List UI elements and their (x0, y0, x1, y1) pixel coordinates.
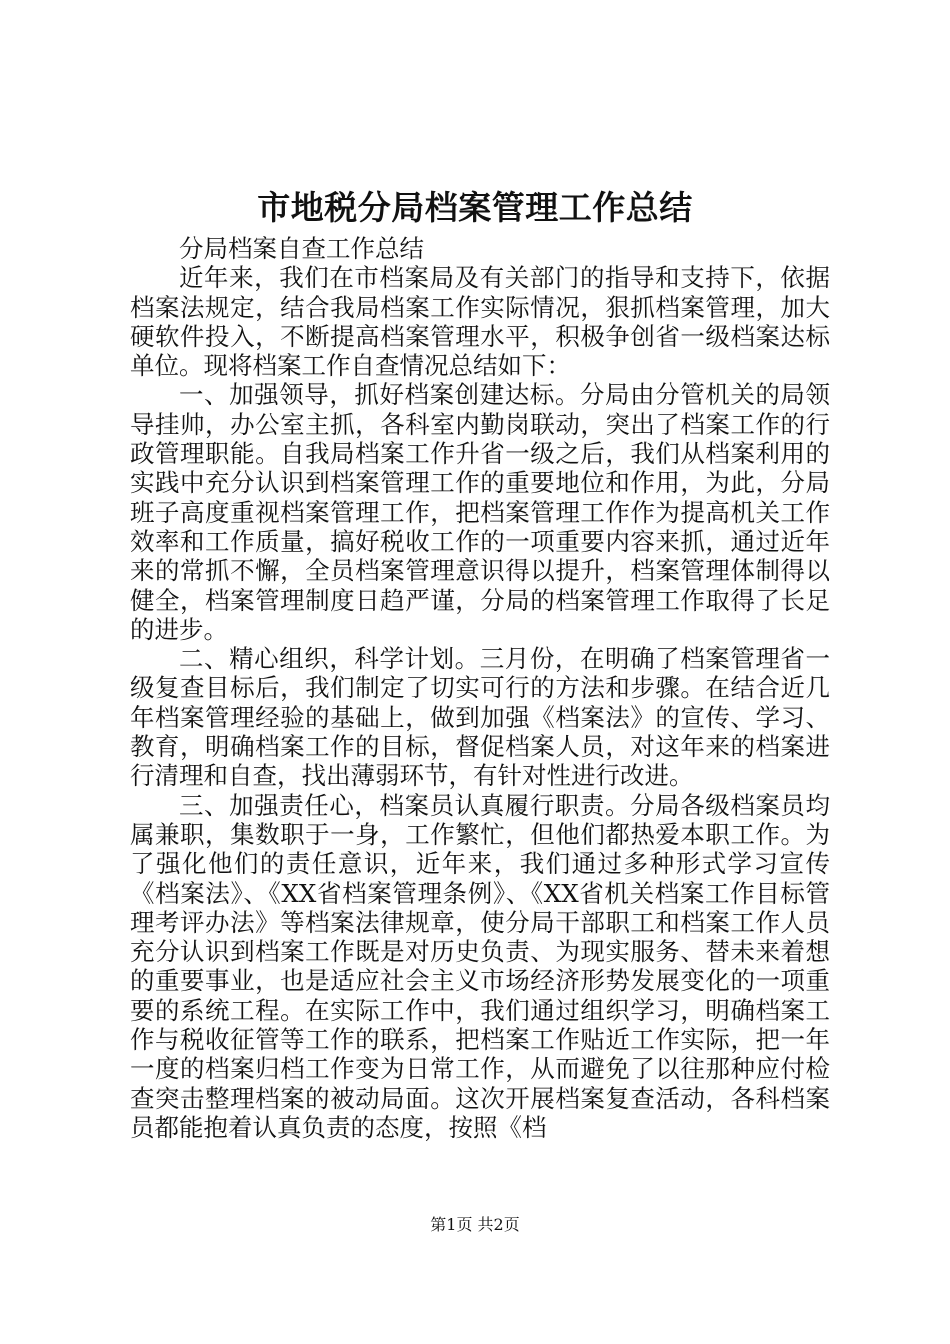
paragraph-subtitle: 分局档案自查工作总结 (179, 234, 424, 263)
document-body (130, 234, 830, 1142)
document-title: 市地税分局档案管理工作总结 (257, 188, 693, 227)
paragraph-section-1: 一、加强领导，抓好档案创建达标。分局由分管机关的局领导挂帅，办公室主抓，各科室内勤岗联动，突出了档案工作的行政管理职能。自我局档案工作升省一级之后，我们从档案利用的实践中充分认识到档案管理工作的重要地位和作用，为此，分局班子高度重视档案管理工作，把档案管理工作作为提高机关工作效率和工作质量，搞好税收工作的一项重要内容来抓，通过近年来的常抓不懈，全员档案管理意识得以提升，档案管理体制得以健全，档案管理制度日趋严谨，分局的档案管理工作取得了长足的进步。 (130, 380, 830, 644)
paragraph-section-2: 二、精心组织，科学计划。三月份，在明确了档案管理省一级复查目标后，我们制定了切实可行的方法和步骤。在结合近几年档案管理经验的基础上，做到加强《档案法》的宣传、学习、教育，明确档案工作的目标，督促档案人员，对这年来的档案进行清理和自查，找出薄弱环节，有针对性进行改进。 (130, 644, 830, 791)
paragraph-intro: 近年来，我们在市档案局及有关部门的指导和支持下，依据档案法规定，结合我局档案工作实际情况，狠抓档案管理，加大硬软件投入，不断提高档案管理水平，积极争创省一级档案达标单位。现将档案工作自查情况总结如下： (130, 263, 830, 381)
page-number-footer: 第1页 共2页 (430, 1215, 520, 1234)
paragraph-section-3: 三、加强责任心，档案员认真履行职责。分局各级档案员均属兼职，集数职于一身，工作繁忙，但他们都热爱本职工作。为了强化他们的责任意识，近年来，我们通过多种形式学习宣传《档案法》、《XX省档案管理条例》、《XX省机关档案工作目标管理考评办法》等档案法律规章，使分局干部职工和档案工作人员充分认识到档案工作既是对历史负责、为现实服务、替未来着想的重要事业，也是适应社会主义市场经济形势发展变化的一项重要的系统工程。在实际工作中，我们通过组织学习，明确档案工作与税收征管等工作的联系，把档案工作贴近工作实际，把一年一度的档案归档工作变为日常工作，从而避免了以往那种应付检查突击整理档案的被动局面。这次开展档案复查活动，各科档案员都能抱着认真负责的态度，按照《档 (130, 790, 830, 1142)
